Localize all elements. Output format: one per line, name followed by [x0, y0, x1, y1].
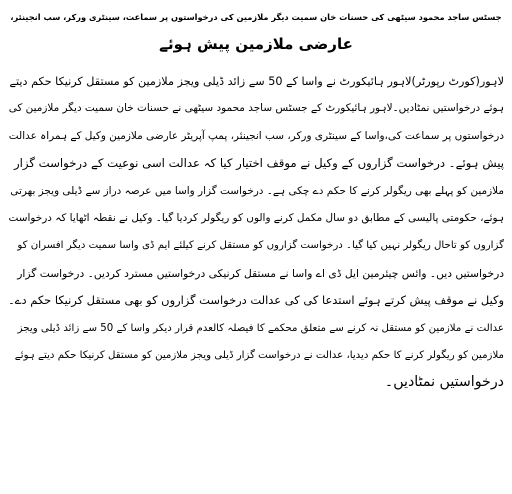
headline-line: جسٹس ساجد محمود سیٹھی کی حسنات خان سمیت دیگر ملازمین کی درخواستوں پر سماعت، سینٹری ورکر، سب انجینئر،	[10, 12, 502, 22]
body-line: درخواستوں پر سماعت کی،واسا کے سینٹری ورکر، سب انجینئر، پمپ آپریٹر عارضی ملازمین وکیل کے ہمراہ عدالت	[8, 129, 504, 142]
body-line: ملازمین کو ریگولر کرنے کا حکم دیدیا، عدالت نے درخواست گزار ڈیلی ویجز ملازمین کو مستقل کرنیکا حکم دیتے ہوئے	[14, 350, 504, 362]
article-headline	[8, 4, 504, 58]
headline-line: عارضی ملازمین پیش ہوئے	[159, 35, 353, 53]
body-line: درخواستیں دیں۔ وائس چیئرمین ایل ڈی اے واسا نے مستقل کرنیکی درخواستیں مسترد کردیں۔ درخواست گزار	[17, 266, 504, 280]
body-line: گزاروں کو تاحال ریگولر نہیں کیا گیا۔ درخواست گزاروں کو مستقل کرنے کیلئے ایم ڈی واسا سمیت دیگر افسران کو	[17, 240, 504, 252]
body-line: لاہور(کورٹ رپورٹر)لاہور ہائیکورٹ نے واسا کے 50 سے زائد ڈیلی ویجز ملازمین کو مستقل کرنیکا حکم دیتے	[9, 75, 504, 88]
body-line: ہوئے، حکومتی پالیسی کے مطابق دو سال مکمل کرنے والوں کو ریگولر کردیا گیا۔ وکیل نے نقطہ اٹھایا کہ درخواست	[8, 212, 504, 225]
body-line: عدالت نے ملازمین کو مستقل نہ کرنے سے متعلق محکمے کا فیصلہ کالعدم قرار دیکر واسا کے 50 سے زائد ڈیلی ویجز	[17, 322, 504, 334]
body-line: پیش ہوئے۔ درخواست گزاروں کے وکیل نے موقف اختیار کیا کہ عدالت اسی نوعیت کے درخواست گزار	[14, 156, 504, 171]
body-line: ہوئے درخواستیں نمٹادیں۔لاہور ہائیکورٹ کے جسٹس ساجد محمود سیٹھی نے حسنات خان سمیت دیگر ملازمین کی	[8, 102, 504, 115]
body-line: درخواستیں نمٹادیں۔	[384, 374, 504, 391]
body-line: وکیل نے موقف پیش کرتے ہوئے استدعا کی کی عدالت درخواست گزاروں کو بھی مستقل کرنیکا حکم دے۔	[8, 293, 504, 308]
body-line: ملازمین کو پہلے بھی ریگولر کرنے کا حکم دے چکی ہے۔ درخواست گزار واسا میں عرصہ دراز سے ڈیلی ویجز بھرتی	[10, 184, 504, 197]
article-body	[8, 68, 504, 397]
